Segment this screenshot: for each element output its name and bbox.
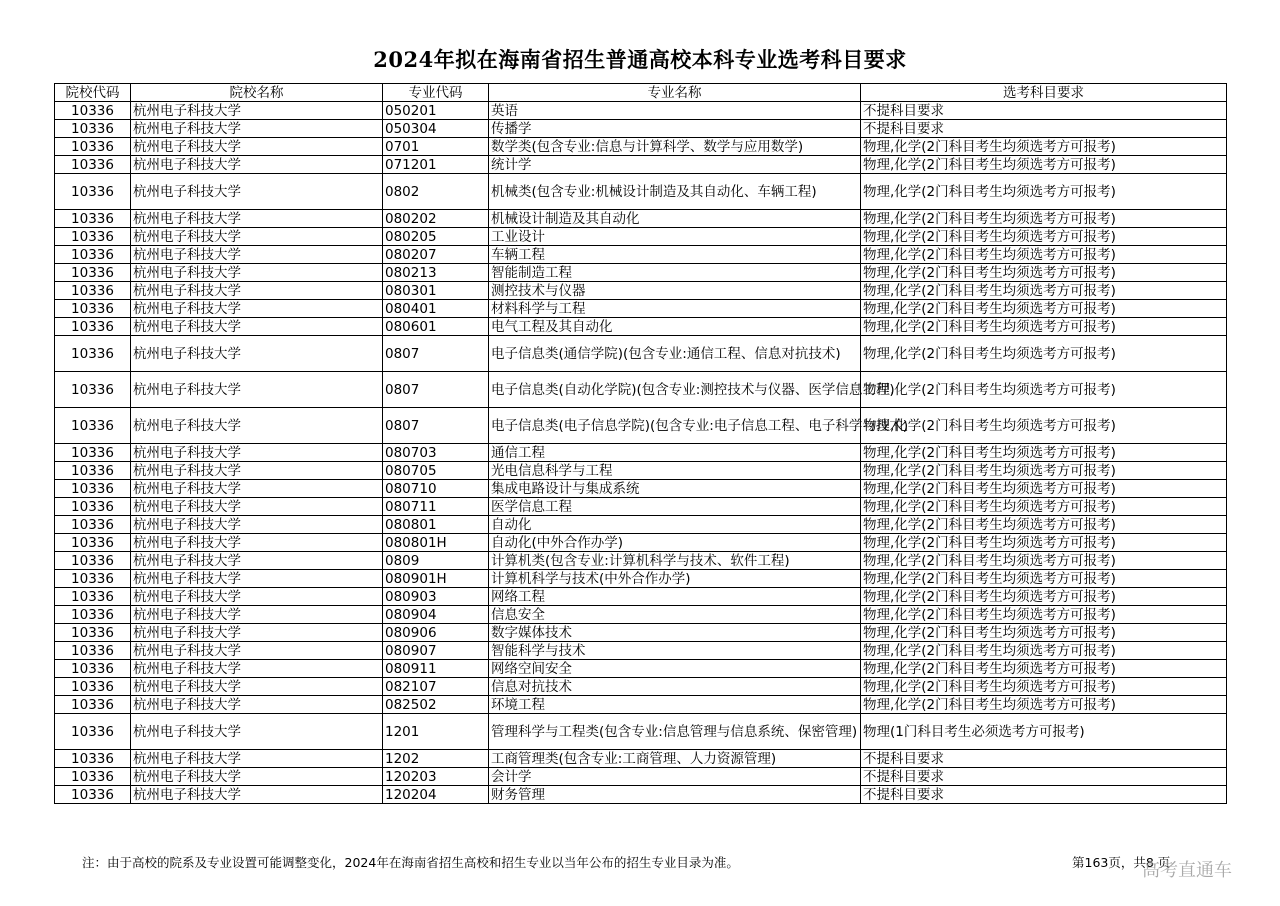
school-code-cell: 10336: [55, 552, 131, 570]
major-code-cell: 080207: [383, 246, 489, 264]
major-code-cell: 080906: [383, 624, 489, 642]
table-row: [55, 678, 1227, 696]
major-code-cell: 050201: [383, 102, 489, 120]
major-name-cell: 网络空间安全: [489, 660, 861, 678]
school-name-cell: 杭州电子科技大学: [131, 444, 383, 462]
school-code-cell: 10336: [55, 444, 131, 462]
school-name-cell: 杭州电子科技大学: [131, 264, 383, 282]
major-name-cell: 环境工程: [489, 696, 861, 714]
major-code-cell: 080710: [383, 480, 489, 498]
school-name-cell: 杭州电子科技大学: [131, 210, 383, 228]
school-name-cell: 杭州电子科技大学: [131, 570, 383, 588]
requirement-cell: 物理,化学(2门科目考生均须选考方可报考): [861, 264, 1227, 282]
major-name-cell: 英语: [489, 102, 861, 120]
table-row: [55, 714, 1227, 750]
table-body: [55, 102, 1227, 804]
school-name-cell: 杭州电子科技大学: [131, 606, 383, 624]
requirement-cell: 物理,化学(2门科目考生均须选考方可报考): [861, 534, 1227, 552]
school-code-cell: 10336: [55, 300, 131, 318]
major-name-cell: 集成电路设计与集成系统: [489, 480, 861, 498]
requirement-cell: 不提科目要求: [861, 786, 1227, 804]
school-code-cell: 10336: [55, 570, 131, 588]
table-row: [55, 480, 1227, 498]
major-name-cell: 光电信息科学与工程: [489, 462, 861, 480]
requirement-cell: 物理,化学(2门科目考生均须选考方可报考): [861, 246, 1227, 264]
school-code-cell: 10336: [55, 138, 131, 156]
table-row: [55, 588, 1227, 606]
requirement-cell: 物理,化学(2门科目考生均须选考方可报考): [861, 588, 1227, 606]
school-name-cell: 杭州电子科技大学: [131, 372, 383, 408]
major-code-cell: 0807: [383, 336, 489, 372]
major-code-cell: 080401: [383, 300, 489, 318]
school-code-cell: 10336: [55, 498, 131, 516]
major-name-cell: 工业设计: [489, 228, 861, 246]
table-row: [55, 768, 1227, 786]
major-name-cell: 车辆工程: [489, 246, 861, 264]
requirement-cell: 物理,化学(2门科目考生均须选考方可报考): [861, 408, 1227, 444]
requirement-cell: 物理,化学(2门科目考生均须选考方可报考): [861, 642, 1227, 660]
major-code-cell: 0809: [383, 552, 489, 570]
requirement-cell: 物理,化学(2门科目考生均须选考方可报考): [861, 552, 1227, 570]
requirement-cell: 不提科目要求: [861, 768, 1227, 786]
school-code-cell: 10336: [55, 282, 131, 300]
major-name-cell: 智能科学与技术: [489, 642, 861, 660]
requirement-cell: 物理,化学(2门科目考生均须选考方可报考): [861, 498, 1227, 516]
school-code-cell: 10336: [55, 786, 131, 804]
major-name-cell: 医学信息工程: [489, 498, 861, 516]
school-name-cell: 杭州电子科技大学: [131, 462, 383, 480]
major-name-cell: 管理科学与工程类(包含专业:信息管理与信息系统、保密管理): [489, 714, 861, 750]
major-code-cell: 080202: [383, 210, 489, 228]
school-name-cell: 杭州电子科技大学: [131, 786, 383, 804]
table-row: [55, 444, 1227, 462]
table-row: [55, 246, 1227, 264]
major-code-cell: 080801: [383, 516, 489, 534]
school-code-cell: 10336: [55, 750, 131, 768]
school-name-cell: 杭州电子科技大学: [131, 552, 383, 570]
major-code-cell: 080205: [383, 228, 489, 246]
requirement-cell: 物理,化学(2门科目考生均须选考方可报考): [861, 606, 1227, 624]
school-name-cell: 杭州电子科技大学: [131, 408, 383, 444]
table-row: [55, 120, 1227, 138]
requirement-cell: 不提科目要求: [861, 750, 1227, 768]
table-row: [55, 102, 1227, 120]
school-code-cell: 10336: [55, 264, 131, 282]
school-code-cell: 10336: [55, 606, 131, 624]
major-code-cell: 071201: [383, 156, 489, 174]
table-row: [55, 498, 1227, 516]
school-code-cell: 10336: [55, 516, 131, 534]
school-code-cell: 10336: [55, 768, 131, 786]
requirement-cell: 物理,化学(2门科目考生均须选考方可报考): [861, 660, 1227, 678]
school-name-cell: 杭州电子科技大学: [131, 660, 383, 678]
school-code-cell: 10336: [55, 534, 131, 552]
table-row: [55, 408, 1227, 444]
school-code-cell: 10336: [55, 714, 131, 750]
school-code-cell: 10336: [55, 228, 131, 246]
table-row: [55, 624, 1227, 642]
requirement-cell: 物理,化学(2门科目考生均须选考方可报考): [861, 516, 1227, 534]
requirement-cell: 物理,化学(2门科目考生均须选考方可报考): [861, 156, 1227, 174]
major-name-cell: 电子信息类(电子信息学院)(包含专业:电子信息工程、电子科学与技术): [489, 408, 861, 444]
requirement-cell: 物理,化学(2门科目考生均须选考方可报考): [861, 444, 1227, 462]
table-row: [55, 282, 1227, 300]
school-name-cell: 杭州电子科技大学: [131, 750, 383, 768]
school-code-cell: 10336: [55, 156, 131, 174]
major-name-cell: 通信工程: [489, 444, 861, 462]
table-row: [55, 300, 1227, 318]
table-header-row: [55, 84, 1227, 102]
footer-note: 注：由于高校的院系及专业设置可能调整变化，2024年在海南省招生高校和招生专业以当年公布的招生专业目录为准。: [82, 855, 739, 870]
major-name-cell: 智能制造工程: [489, 264, 861, 282]
school-code-cell: 10336: [55, 174, 131, 210]
table-row: [55, 174, 1227, 210]
school-code-cell: 10336: [55, 246, 131, 264]
school-name-cell: 杭州电子科技大学: [131, 318, 383, 336]
major-name-cell: 数学类(包含专业:信息与计算科学、数学与应用数学): [489, 138, 861, 156]
school-code-cell: 10336: [55, 408, 131, 444]
school-name-cell: 杭州电子科技大学: [131, 300, 383, 318]
school-code-cell: 10336: [55, 696, 131, 714]
school-name-cell: 杭州电子科技大学: [131, 156, 383, 174]
requirement-cell: 不提科目要求: [861, 102, 1227, 120]
major-name-cell: 传播学: [489, 120, 861, 138]
requirement-cell: 物理,化学(2门科目考生均须选考方可报考): [861, 300, 1227, 318]
major-name-cell: 材料科学与工程: [489, 300, 861, 318]
table-row: [55, 138, 1227, 156]
table-row: [55, 336, 1227, 372]
school-code-cell: 10336: [55, 318, 131, 336]
header-school-code: 院校代码: [55, 84, 131, 102]
table-row: [55, 534, 1227, 552]
school-code-cell: 10336: [55, 336, 131, 372]
school-name-cell: 杭州电子科技大学: [131, 678, 383, 696]
major-name-cell: 机械设计制造及其自动化: [489, 210, 861, 228]
table-row: [55, 660, 1227, 678]
school-name-cell: 杭州电子科技大学: [131, 516, 383, 534]
major-code-cell: 080711: [383, 498, 489, 516]
school-name-cell: 杭州电子科技大学: [131, 228, 383, 246]
major-name-cell: 网络工程: [489, 588, 861, 606]
table-row: [55, 606, 1227, 624]
page-number: 第163页，共8 页: [1072, 855, 1171, 870]
table-row: [55, 156, 1227, 174]
header-subject-requirement: 选考科目要求: [861, 84, 1227, 102]
table-row: [55, 570, 1227, 588]
major-code-cell: 080907: [383, 642, 489, 660]
major-code-cell: 082107: [383, 678, 489, 696]
watermark: 高考直通车: [1142, 860, 1232, 881]
major-name-cell: 自动化: [489, 516, 861, 534]
school-name-cell: 杭州电子科技大学: [131, 102, 383, 120]
school-name-cell: 杭州电子科技大学: [131, 588, 383, 606]
table-row: [55, 228, 1227, 246]
requirement-cell: 物理,化学(2门科目考生均须选考方可报考): [861, 696, 1227, 714]
table-row: [55, 462, 1227, 480]
requirements-table: [54, 83, 1227, 804]
school-code-cell: 10336: [55, 678, 131, 696]
header-school-name: 院校名称: [131, 84, 383, 102]
table-row: [55, 552, 1227, 570]
school-name-cell: 杭州电子科技大学: [131, 174, 383, 210]
major-name-cell: 电子信息类(通信学院)(包含专业:通信工程、信息对抗技术): [489, 336, 861, 372]
school-name-cell: 杭州电子科技大学: [131, 696, 383, 714]
table-row: [55, 210, 1227, 228]
table-row: [55, 516, 1227, 534]
major-code-cell: 082502: [383, 696, 489, 714]
major-code-cell: 080904: [383, 606, 489, 624]
table-row: [55, 318, 1227, 336]
school-code-cell: 10336: [55, 372, 131, 408]
major-code-cell: 080903: [383, 588, 489, 606]
major-name-cell: 自动化(中外合作办学): [489, 534, 861, 552]
major-name-cell: 统计学: [489, 156, 861, 174]
requirement-cell: 物理,化学(2门科目考生均须选考方可报考): [861, 570, 1227, 588]
requirement-cell: 不提科目要求: [861, 120, 1227, 138]
major-code-cell: 1202: [383, 750, 489, 768]
school-code-cell: 10336: [55, 588, 131, 606]
table-row: [55, 642, 1227, 660]
major-code-cell: 080703: [383, 444, 489, 462]
requirement-cell: 物理,化学(2门科目考生均须选考方可报考): [861, 282, 1227, 300]
major-code-cell: 080801H: [383, 534, 489, 552]
requirement-cell: 物理,化学(2门科目考生均须选考方可报考): [861, 462, 1227, 480]
school-name-cell: 杭州电子科技大学: [131, 534, 383, 552]
major-name-cell: 财务管理: [489, 786, 861, 804]
requirement-cell: 物理(1门科目考生必须选考方可报考): [861, 714, 1227, 750]
major-name-cell: 数字媒体技术: [489, 624, 861, 642]
school-code-cell: 10336: [55, 210, 131, 228]
school-code-cell: 10336: [55, 480, 131, 498]
major-code-cell: 0807: [383, 372, 489, 408]
school-code-cell: 10336: [55, 660, 131, 678]
requirement-cell: 物理,化学(2门科目考生均须选考方可报考): [861, 372, 1227, 408]
header-major-name: 专业名称: [489, 84, 861, 102]
school-name-cell: 杭州电子科技大学: [131, 480, 383, 498]
table-row: [55, 696, 1227, 714]
major-code-cell: 0807: [383, 408, 489, 444]
major-code-cell: 1201: [383, 714, 489, 750]
school-name-cell: 杭州电子科技大学: [131, 282, 383, 300]
requirement-cell: 物理,化学(2门科目考生均须选考方可报考): [861, 336, 1227, 372]
requirement-cell: 物理,化学(2门科目考生均须选考方可报考): [861, 480, 1227, 498]
major-code-cell: 120203: [383, 768, 489, 786]
major-code-cell: 080301: [383, 282, 489, 300]
school-code-cell: 10336: [55, 102, 131, 120]
school-name-cell: 杭州电子科技大学: [131, 498, 383, 516]
school-name-cell: 杭州电子科技大学: [131, 138, 383, 156]
major-name-cell: 计算机科学与技术(中外合作办学): [489, 570, 861, 588]
requirement-cell: 物理,化学(2门科目考生均须选考方可报考): [861, 624, 1227, 642]
requirement-cell: 物理,化学(2门科目考生均须选考方可报考): [861, 174, 1227, 210]
major-name-cell: 电气工程及其自动化: [489, 318, 861, 336]
requirement-cell: 物理,化学(2门科目考生均须选考方可报考): [861, 138, 1227, 156]
school-name-cell: 杭州电子科技大学: [131, 642, 383, 660]
major-code-cell: 080601: [383, 318, 489, 336]
table-row: [55, 750, 1227, 768]
major-name-cell: 电子信息类(自动化学院)(包含专业:测控技术与仪器、医学信息工程): [489, 372, 861, 408]
table-row: [55, 786, 1227, 804]
major-name-cell: 会计学: [489, 768, 861, 786]
school-name-cell: 杭州电子科技大学: [131, 336, 383, 372]
school-name-cell: 杭州电子科技大学: [131, 120, 383, 138]
school-code-cell: 10336: [55, 120, 131, 138]
major-name-cell: 测控技术与仪器: [489, 282, 861, 300]
major-name-cell: 信息安全: [489, 606, 861, 624]
major-name-cell: 计算机类(包含专业:计算机科学与技术、软件工程): [489, 552, 861, 570]
school-code-cell: 10336: [55, 462, 131, 480]
school-name-cell: 杭州电子科技大学: [131, 624, 383, 642]
major-code-cell: 120204: [383, 786, 489, 804]
major-code-cell: 080911: [383, 660, 489, 678]
header-major-code: 专业代码: [383, 84, 489, 102]
requirement-cell: 物理,化学(2门科目考生均须选考方可报考): [861, 318, 1227, 336]
major-name-cell: 信息对抗技术: [489, 678, 861, 696]
major-name-cell: 机械类(包含专业:机械设计制造及其自动化、车辆工程): [489, 174, 861, 210]
major-code-cell: 080705: [383, 462, 489, 480]
requirement-cell: 物理,化学(2门科目考生均须选考方可报考): [861, 228, 1227, 246]
school-name-cell: 杭州电子科技大学: [131, 768, 383, 786]
school-name-cell: 杭州电子科技大学: [131, 714, 383, 750]
school-code-cell: 10336: [55, 624, 131, 642]
school-code-cell: 10336: [55, 642, 131, 660]
requirement-cell: 物理,化学(2门科目考生均须选考方可报考): [861, 678, 1227, 696]
requirement-cell: 物理,化学(2门科目考生均须选考方可报考): [861, 210, 1227, 228]
major-code-cell: 080901H: [383, 570, 489, 588]
major-code-cell: 080213: [383, 264, 489, 282]
major-name-cell: 工商管理类(包含专业:工商管理、人力资源管理): [489, 750, 861, 768]
table-row: [55, 264, 1227, 282]
major-code-cell: 0701: [383, 138, 489, 156]
major-code-cell: 0802: [383, 174, 489, 210]
table-row: [55, 372, 1227, 408]
school-name-cell: 杭州电子科技大学: [131, 246, 383, 264]
major-code-cell: 050304: [383, 120, 489, 138]
page-title: 2024年拟在海南省招生普通高校本科专业选考科目要求: [373, 47, 907, 72]
